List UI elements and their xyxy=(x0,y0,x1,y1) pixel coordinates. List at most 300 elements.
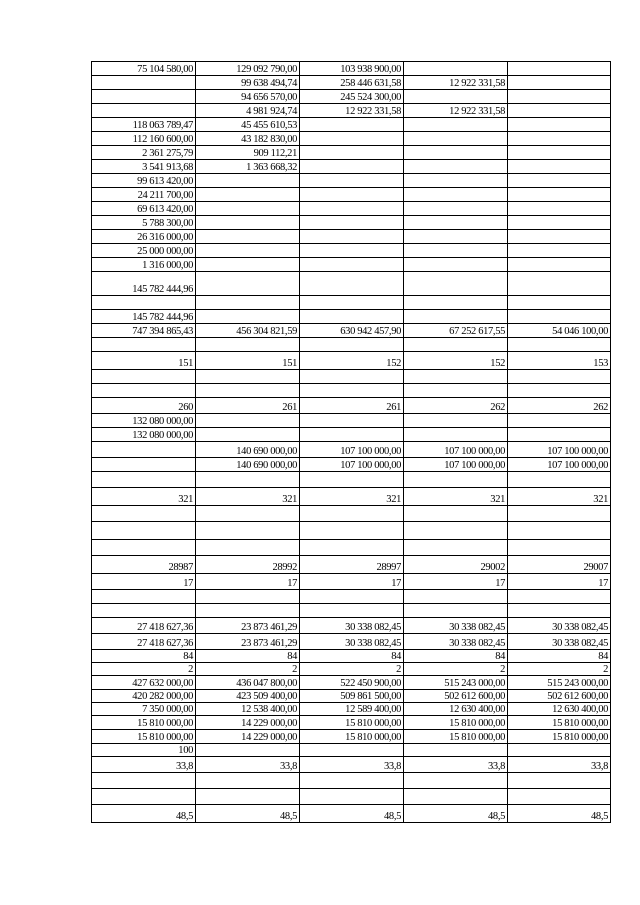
table-cell: 12 630 400,00 xyxy=(508,703,611,716)
table-cell xyxy=(300,132,404,146)
table-row xyxy=(92,618,611,634)
table-cell xyxy=(508,188,611,202)
table-cell xyxy=(92,773,196,789)
table-cell: 94 656 570,00 xyxy=(196,90,300,104)
table-cell: 152 xyxy=(404,352,508,370)
table-cell: 29007 xyxy=(508,556,611,574)
table-cell: 84 xyxy=(508,650,611,663)
table-cell: 321 xyxy=(196,488,300,506)
table-cell xyxy=(508,202,611,216)
table-cell xyxy=(508,160,611,174)
table-cell: 30 338 082,45 xyxy=(508,618,611,634)
table-cell xyxy=(508,244,611,258)
table-row xyxy=(92,62,611,76)
table-row xyxy=(92,506,611,522)
table-cell xyxy=(300,174,404,188)
table-cell: 33,8 xyxy=(92,757,196,773)
table-cell: 48,5 xyxy=(92,805,196,823)
table-cell: 15 810 000,00 xyxy=(300,716,404,730)
table-row xyxy=(92,428,611,442)
table-cell xyxy=(404,338,508,352)
table-cell xyxy=(92,506,196,522)
table-cell: 262 xyxy=(508,398,611,414)
table-row xyxy=(92,540,611,556)
table-row xyxy=(92,442,611,458)
table-cell xyxy=(300,118,404,132)
table-cell xyxy=(508,104,611,118)
table-cell xyxy=(300,428,404,442)
table-cell xyxy=(404,773,508,789)
table-row xyxy=(92,398,611,414)
table-cell: 118 063 789,47 xyxy=(92,118,196,132)
table-cell xyxy=(92,296,196,310)
table-row xyxy=(92,414,611,428)
table-row xyxy=(92,216,611,230)
table-row xyxy=(92,370,611,384)
table-cell xyxy=(404,506,508,522)
table-cell xyxy=(508,773,611,789)
table-cell xyxy=(196,370,300,384)
table-cell: 14 229 000,00 xyxy=(196,716,300,730)
table-cell xyxy=(196,522,300,540)
table-cell xyxy=(196,414,300,428)
table-cell: 145 782 444,96 xyxy=(92,310,196,324)
table-cell xyxy=(300,230,404,244)
table-row xyxy=(92,202,611,216)
table-row xyxy=(92,522,611,540)
table-cell: 12 922 331,58 xyxy=(404,76,508,90)
table-row xyxy=(92,160,611,174)
table-cell: 12 538 400,00 xyxy=(196,703,300,716)
table-cell xyxy=(404,230,508,244)
table-cell xyxy=(404,188,508,202)
table-row xyxy=(92,472,611,488)
table-cell xyxy=(404,590,508,604)
table-cell: 54 046 100,00 xyxy=(508,324,611,338)
table-cell: 33,8 xyxy=(196,757,300,773)
table-cell: 502 612 600,00 xyxy=(508,690,611,703)
table-cell: 12 922 331,58 xyxy=(404,104,508,118)
table-cell: 3 541 913,68 xyxy=(92,160,196,174)
data-table xyxy=(91,61,611,823)
table-row xyxy=(92,556,611,574)
table-cell: 7 350 000,00 xyxy=(92,703,196,716)
table-cell xyxy=(508,62,611,76)
table-cell: 261 xyxy=(300,398,404,414)
table-cell xyxy=(300,590,404,604)
table-cell xyxy=(196,590,300,604)
table-cell: 103 938 900,00 xyxy=(300,62,404,76)
table-cell: 747 394 865,43 xyxy=(92,324,196,338)
table-cell xyxy=(196,272,300,296)
table-cell xyxy=(404,310,508,324)
table-cell xyxy=(92,370,196,384)
table-cell xyxy=(508,146,611,160)
table-cell: 107 100 000,00 xyxy=(508,458,611,472)
table-row xyxy=(92,76,611,90)
table-cell: 2 xyxy=(196,663,300,676)
table-cell xyxy=(92,90,196,104)
table-cell: 129 092 790,00 xyxy=(196,62,300,76)
table-cell: 1 316 000,00 xyxy=(92,258,196,272)
table-cell xyxy=(508,590,611,604)
table-cell xyxy=(300,789,404,805)
table-cell xyxy=(404,789,508,805)
table-cell: 69 613 420,00 xyxy=(92,202,196,216)
table-cell xyxy=(92,338,196,352)
table-cell: 4 981 924,74 xyxy=(196,104,300,118)
table-cell xyxy=(404,216,508,230)
table-row xyxy=(92,574,611,590)
table-cell: 420 282 000,00 xyxy=(92,690,196,703)
table-cell xyxy=(196,202,300,216)
table-cell xyxy=(300,244,404,258)
table-cell: 17 xyxy=(508,574,611,590)
table-cell xyxy=(404,604,508,618)
table-cell: 30 338 082,45 xyxy=(508,634,611,650)
table-cell xyxy=(404,174,508,188)
table-cell: 12 589 400,00 xyxy=(300,703,404,716)
table-cell: 152 xyxy=(300,352,404,370)
table-row xyxy=(92,604,611,618)
table-cell: 30 338 082,45 xyxy=(300,618,404,634)
table-cell: 522 450 900,00 xyxy=(300,676,404,690)
table-cell xyxy=(196,428,300,442)
table-cell xyxy=(196,258,300,272)
table-row xyxy=(92,789,611,805)
table-cell xyxy=(92,384,196,398)
table-cell: 48,5 xyxy=(508,805,611,823)
table-cell xyxy=(404,258,508,272)
table-cell: 132 080 000,00 xyxy=(92,428,196,442)
table-cell xyxy=(404,202,508,216)
table-cell: 48,5 xyxy=(300,805,404,823)
table-cell xyxy=(508,744,611,757)
table-cell: 151 xyxy=(196,352,300,370)
table-row xyxy=(92,757,611,773)
table-cell: 15 810 000,00 xyxy=(404,730,508,744)
table-cell xyxy=(404,414,508,428)
table-cell: 99 638 494,74 xyxy=(196,76,300,90)
table-cell: 17 xyxy=(92,574,196,590)
table-cell: 26 316 000,00 xyxy=(92,230,196,244)
table-cell xyxy=(300,384,404,398)
table-row xyxy=(92,272,611,296)
table-cell xyxy=(92,540,196,556)
table-row xyxy=(92,338,611,352)
table-cell: 17 xyxy=(196,574,300,590)
table-cell: 28992 xyxy=(196,556,300,574)
table-row xyxy=(92,104,611,118)
table-cell xyxy=(508,272,611,296)
table-row xyxy=(92,310,611,324)
table-cell xyxy=(404,146,508,160)
table-cell: 502 612 600,00 xyxy=(404,690,508,703)
table-cell xyxy=(508,604,611,618)
table-cell: 17 xyxy=(300,574,404,590)
table-cell: 84 xyxy=(92,650,196,663)
table-cell xyxy=(508,522,611,540)
table-cell xyxy=(196,540,300,556)
table-cell: 25 000 000,00 xyxy=(92,244,196,258)
table-cell: 27 418 627,36 xyxy=(92,634,196,650)
table-row xyxy=(92,716,611,730)
table-cell xyxy=(92,590,196,604)
table-cell xyxy=(300,146,404,160)
table-cell: 15 810 000,00 xyxy=(92,716,196,730)
table-row xyxy=(92,324,611,338)
table-cell xyxy=(508,230,611,244)
table-row xyxy=(92,488,611,506)
table-cell: 107 100 000,00 xyxy=(404,442,508,458)
table-cell xyxy=(196,230,300,244)
table-cell: 630 942 457,90 xyxy=(300,324,404,338)
table-cell xyxy=(92,789,196,805)
table-cell: 15 810 000,00 xyxy=(92,730,196,744)
table-cell: 30 338 082,45 xyxy=(404,618,508,634)
table-cell: 107 100 000,00 xyxy=(508,442,611,458)
table-cell xyxy=(508,258,611,272)
table-cell xyxy=(404,62,508,76)
table-cell xyxy=(196,604,300,618)
table-cell: 321 xyxy=(92,488,196,506)
table-cell xyxy=(404,522,508,540)
table-cell xyxy=(404,118,508,132)
table-cell: 140 690 000,00 xyxy=(196,442,300,458)
table-cell xyxy=(300,414,404,428)
table-cell xyxy=(508,296,611,310)
table-cell: 427 632 000,00 xyxy=(92,676,196,690)
table-cell: 33,8 xyxy=(508,757,611,773)
table-cell: 321 xyxy=(300,488,404,506)
table-cell xyxy=(404,272,508,296)
table-cell xyxy=(196,296,300,310)
table-row xyxy=(92,590,611,604)
table-cell xyxy=(508,310,611,324)
table-cell: 1 363 668,32 xyxy=(196,160,300,174)
table-cell xyxy=(300,188,404,202)
table-cell xyxy=(196,244,300,258)
table-cell: 515 243 000,00 xyxy=(404,676,508,690)
table-row xyxy=(92,703,611,716)
table-cell xyxy=(508,174,611,188)
table-cell: 48,5 xyxy=(196,805,300,823)
table-cell xyxy=(196,174,300,188)
table-cell: 436 047 800,00 xyxy=(196,676,300,690)
table-cell xyxy=(300,296,404,310)
table-cell xyxy=(196,216,300,230)
table-cell xyxy=(404,90,508,104)
table-row xyxy=(92,690,611,703)
table-cell: 15 810 000,00 xyxy=(404,716,508,730)
table-cell xyxy=(300,744,404,757)
table-cell xyxy=(300,370,404,384)
table-cell: 67 252 617,55 xyxy=(404,324,508,338)
table-cell xyxy=(300,202,404,216)
table-cell: 45 455 610,53 xyxy=(196,118,300,132)
table-row xyxy=(92,458,611,472)
table-cell xyxy=(300,310,404,324)
table-cell: 107 100 000,00 xyxy=(300,458,404,472)
table-cell: 15 810 000,00 xyxy=(300,730,404,744)
table-cell: 75 104 580,00 xyxy=(92,62,196,76)
table-cell: 100 xyxy=(92,744,196,757)
table-cell xyxy=(196,789,300,805)
table-cell xyxy=(300,540,404,556)
table-cell: 112 160 600,00 xyxy=(92,132,196,146)
table-cell xyxy=(508,384,611,398)
table-cell: 84 xyxy=(300,650,404,663)
table-cell xyxy=(508,428,611,442)
table-cell xyxy=(508,370,611,384)
table-cell xyxy=(300,160,404,174)
table-row xyxy=(92,676,611,690)
table-cell xyxy=(92,76,196,90)
table-cell: 84 xyxy=(196,650,300,663)
table-cell: 509 861 500,00 xyxy=(300,690,404,703)
table-cell: 145 782 444,96 xyxy=(92,272,196,296)
table-row xyxy=(92,634,611,650)
table-cell xyxy=(508,338,611,352)
table-cell: 30 338 082,45 xyxy=(404,634,508,650)
table-cell: 2 xyxy=(404,663,508,676)
table-cell xyxy=(300,604,404,618)
table-row xyxy=(92,146,611,160)
table-cell: 515 243 000,00 xyxy=(508,676,611,690)
table-cell xyxy=(300,216,404,230)
table-row xyxy=(92,230,611,244)
table-cell: 321 xyxy=(404,488,508,506)
table-row xyxy=(92,730,611,744)
table-cell: 245 524 300,00 xyxy=(300,90,404,104)
table-cell: 15 810 000,00 xyxy=(508,716,611,730)
table-cell: 28987 xyxy=(92,556,196,574)
table-cell: 258 446 631,58 xyxy=(300,76,404,90)
table-cell xyxy=(196,773,300,789)
table-cell xyxy=(508,132,611,146)
table-row xyxy=(92,650,611,663)
table-cell: 140 690 000,00 xyxy=(196,458,300,472)
table-cell: 12 630 400,00 xyxy=(404,703,508,716)
table-cell xyxy=(404,296,508,310)
table-row xyxy=(92,174,611,188)
table-cell xyxy=(92,522,196,540)
table-cell: 132 080 000,00 xyxy=(92,414,196,428)
table-cell: 262 xyxy=(404,398,508,414)
table-cell: 456 304 821,59 xyxy=(196,324,300,338)
table-cell: 17 xyxy=(404,574,508,590)
table-cell xyxy=(300,522,404,540)
table-cell: 30 338 082,45 xyxy=(300,634,404,650)
table-cell: 2 xyxy=(92,663,196,676)
table-cell: 12 922 331,58 xyxy=(300,104,404,118)
table-cell xyxy=(300,773,404,789)
table-cell: 909 112,21 xyxy=(196,146,300,160)
table-cell xyxy=(404,384,508,398)
table-cell xyxy=(196,744,300,757)
table-cell xyxy=(300,472,404,488)
table-cell: 423 509 400,00 xyxy=(196,690,300,703)
table-cell xyxy=(92,458,196,472)
table-cell xyxy=(92,104,196,118)
table-cell: 2 361 275,79 xyxy=(92,146,196,160)
table-cell xyxy=(508,76,611,90)
table-cell: 23 873 461,29 xyxy=(196,618,300,634)
table-cell xyxy=(404,160,508,174)
table-cell xyxy=(196,310,300,324)
table-cell: 107 100 000,00 xyxy=(404,458,508,472)
table-row xyxy=(92,663,611,676)
table-cell: 84 xyxy=(404,650,508,663)
table-cell: 99 613 420,00 xyxy=(92,174,196,188)
table-cell: 33,8 xyxy=(404,757,508,773)
table-cell xyxy=(508,216,611,230)
table-cell: 27 418 627,36 xyxy=(92,618,196,634)
table-cell xyxy=(300,506,404,522)
table-cell xyxy=(404,370,508,384)
table-cell: 43 182 830,00 xyxy=(196,132,300,146)
table-cell xyxy=(92,604,196,618)
table-cell xyxy=(196,506,300,522)
table-row xyxy=(92,744,611,757)
table-cell xyxy=(404,132,508,146)
table-cell: 107 100 000,00 xyxy=(300,442,404,458)
table-cell: 261 xyxy=(196,398,300,414)
table-row xyxy=(92,90,611,104)
table-row xyxy=(92,805,611,823)
table-cell xyxy=(196,188,300,202)
table-cell: 151 xyxy=(92,352,196,370)
table-row xyxy=(92,352,611,370)
table-cell xyxy=(196,338,300,352)
table-cell xyxy=(196,472,300,488)
table-row xyxy=(92,258,611,272)
table-cell: 15 810 000,00 xyxy=(508,730,611,744)
table-row xyxy=(92,296,611,310)
table-cell: 33,8 xyxy=(300,757,404,773)
table-cell xyxy=(92,472,196,488)
table-cell: 14 229 000,00 xyxy=(196,730,300,744)
table-cell: 48,5 xyxy=(404,805,508,823)
table-cell: 5 788 300,00 xyxy=(92,216,196,230)
data-table-body xyxy=(92,62,611,823)
table-cell: 23 873 461,29 xyxy=(196,634,300,650)
table-cell xyxy=(508,789,611,805)
table-cell: 260 xyxy=(92,398,196,414)
table-row xyxy=(92,773,611,789)
table-cell xyxy=(508,414,611,428)
table-cell xyxy=(508,506,611,522)
table-cell xyxy=(404,428,508,442)
table-cell xyxy=(404,540,508,556)
table-cell xyxy=(300,338,404,352)
table-cell xyxy=(404,744,508,757)
table-row xyxy=(92,244,611,258)
table-cell: 2 xyxy=(508,663,611,676)
table-cell xyxy=(300,258,404,272)
table-row xyxy=(92,118,611,132)
table-cell: 321 xyxy=(508,488,611,506)
table-cell xyxy=(92,442,196,458)
table-row xyxy=(92,384,611,398)
table-cell: 29002 xyxy=(404,556,508,574)
table-cell xyxy=(508,472,611,488)
table-cell: 2 xyxy=(300,663,404,676)
table-cell: 28997 xyxy=(300,556,404,574)
table-cell xyxy=(404,244,508,258)
table-cell xyxy=(404,472,508,488)
table-cell: 24 211 700,00 xyxy=(92,188,196,202)
